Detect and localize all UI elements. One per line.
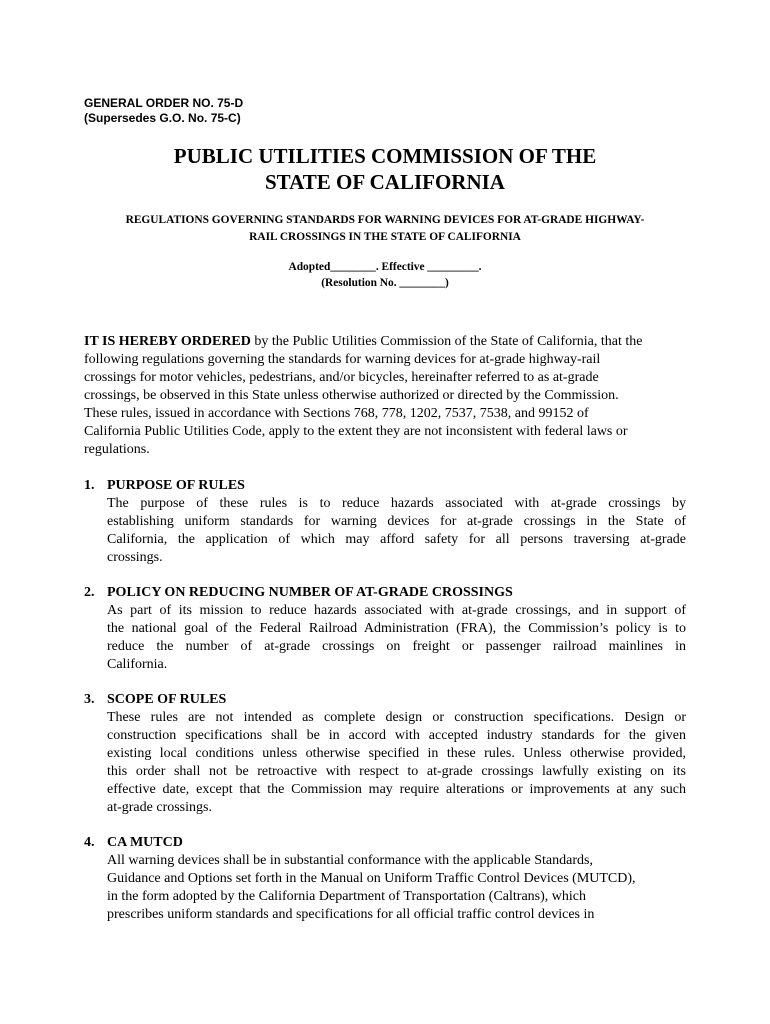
intro-paragraph: [84, 333, 686, 459]
section-number: 1.: [84, 478, 95, 493]
section-heading: [84, 477, 686, 495]
section-line: Guidance and Options set forth in the Manual on Uniform Traffic Control Devices (MUTCD),: [107, 871, 636, 886]
section-title: CA MUTCD: [107, 835, 183, 850]
section-ca-mutcd: [84, 834, 686, 924]
section-body: [107, 852, 686, 924]
section-heading: [84, 584, 686, 602]
section-body: [107, 602, 686, 674]
section-line: existing local conditions unless otherwise specified in these rules. Unless otherwise provided,: [107, 746, 686, 761]
section-title: SCOPE OF RULES: [107, 692, 227, 707]
section-line: California, the application of which may afford safety for all persons traversing at-grade: [107, 532, 686, 547]
section-number: 2.: [84, 585, 95, 600]
section-body: [107, 495, 686, 567]
section-policy-reducing-crossings: [84, 584, 686, 674]
title-line-2: STATE OF CALIFORNIA: [265, 170, 505, 194]
section-line: crossings.: [107, 550, 163, 565]
section-number: 4.: [84, 835, 95, 850]
resolution-line: (Resolution No. ________): [321, 277, 449, 289]
section-line: in the form adopted by the California Department of Transportation (Caltrans), which: [107, 889, 587, 904]
section-line: the national goal of the Federal Railroad Administration (FRA), the Commission’s policy is to: [107, 621, 686, 636]
section-line: this order shall not be retroactive with respect to at-grade crossings lawfully existing on its: [107, 764, 686, 779]
adoption-info: [84, 259, 686, 291]
section-line: construction specifications shall be in accord with accepted industry standards for the given: [107, 728, 686, 743]
subtitle-line-2: RAIL CROSSINGS IN THE STATE OF CALIFORNIA: [249, 231, 521, 243]
supersedes-note: (Supersedes G.O. No. 75-C): [84, 111, 241, 125]
section-line: reduce the number of at-grade crossings on freight or passenger railroad mainlines in: [107, 639, 686, 654]
section-scope-of-rules: [84, 691, 686, 817]
section-line: These rules are not intended as complete design or construction specifications. Design or: [107, 710, 686, 725]
intro-line: following regulations governing the standards for warning devices for at-grade highway-rail: [84, 352, 601, 367]
intro-line: regulations.: [84, 442, 150, 457]
intro-line: These rules, issued in accordance with Sections 768, 778, 1202, 7537, 7538, and 99152 of: [84, 406, 589, 421]
section-line: at-grade crossings.: [107, 800, 212, 815]
section-line: California.: [107, 657, 168, 672]
section-number: 3.: [84, 692, 95, 707]
intro-line-rest: by the Public Utilities Commission of the State of California, that the: [250, 334, 643, 349]
intro-line: crossings, be observed in this State unless otherwise authorized or directed by the Commission.: [84, 388, 619, 403]
section-title: PURPOSE OF RULES: [107, 478, 245, 493]
section-heading: [84, 834, 686, 852]
section-title: POLICY ON REDUCING NUMBER OF AT-GRADE CROSSINGS: [107, 585, 513, 600]
subtitle-line-1: REGULATIONS GOVERNING STANDARDS FOR WARNING DEVICES FOR AT-GRADE HIGHWAY-: [125, 214, 645, 226]
intro-line: California Public Utilities Code, apply to the extent they are not inconsistent with federal laws or: [84, 424, 628, 439]
section-line: The purpose of these rules is to reduce hazards associated with at-grade crossings by: [107, 496, 686, 511]
intro-line: crossings for motor vehicles, pedestrians, and/or bicycles, hereinafter referred to as at-grade: [84, 370, 599, 385]
intro-lead: IT IS HEREBY ORDERED: [84, 334, 251, 349]
intro-line: [84, 333, 686, 351]
section-line: prescribes uniform standards and specifications for all official traffic control devices in: [107, 907, 595, 922]
order-header: [84, 96, 243, 126]
section-heading: [84, 691, 686, 709]
regulations-subtitle: [84, 212, 686, 246]
section-line: establishing uniform standards for warning devices for at-grade crossings in the State of: [107, 514, 686, 529]
general-order-number: GENERAL ORDER NO. 75-D: [84, 96, 244, 110]
adopted-effective-line: Adopted________. Effective _________.: [288, 261, 482, 273]
title-line-1: PUBLIC UTILITIES COMMISSION OF THE: [173, 144, 597, 168]
section-line: As part of its mission to reduce hazards associated with at-grade crossings, and in support of: [107, 603, 686, 618]
page-title: [84, 143, 686, 195]
section-line: All warning devices shall be in substantial conformance with the applicable Standards,: [107, 853, 593, 868]
section-purpose-of-rules: [84, 477, 686, 567]
section-body: [107, 709, 686, 817]
section-line: effective date, except that the Commission may require alterations or improvements at any such: [107, 782, 686, 797]
